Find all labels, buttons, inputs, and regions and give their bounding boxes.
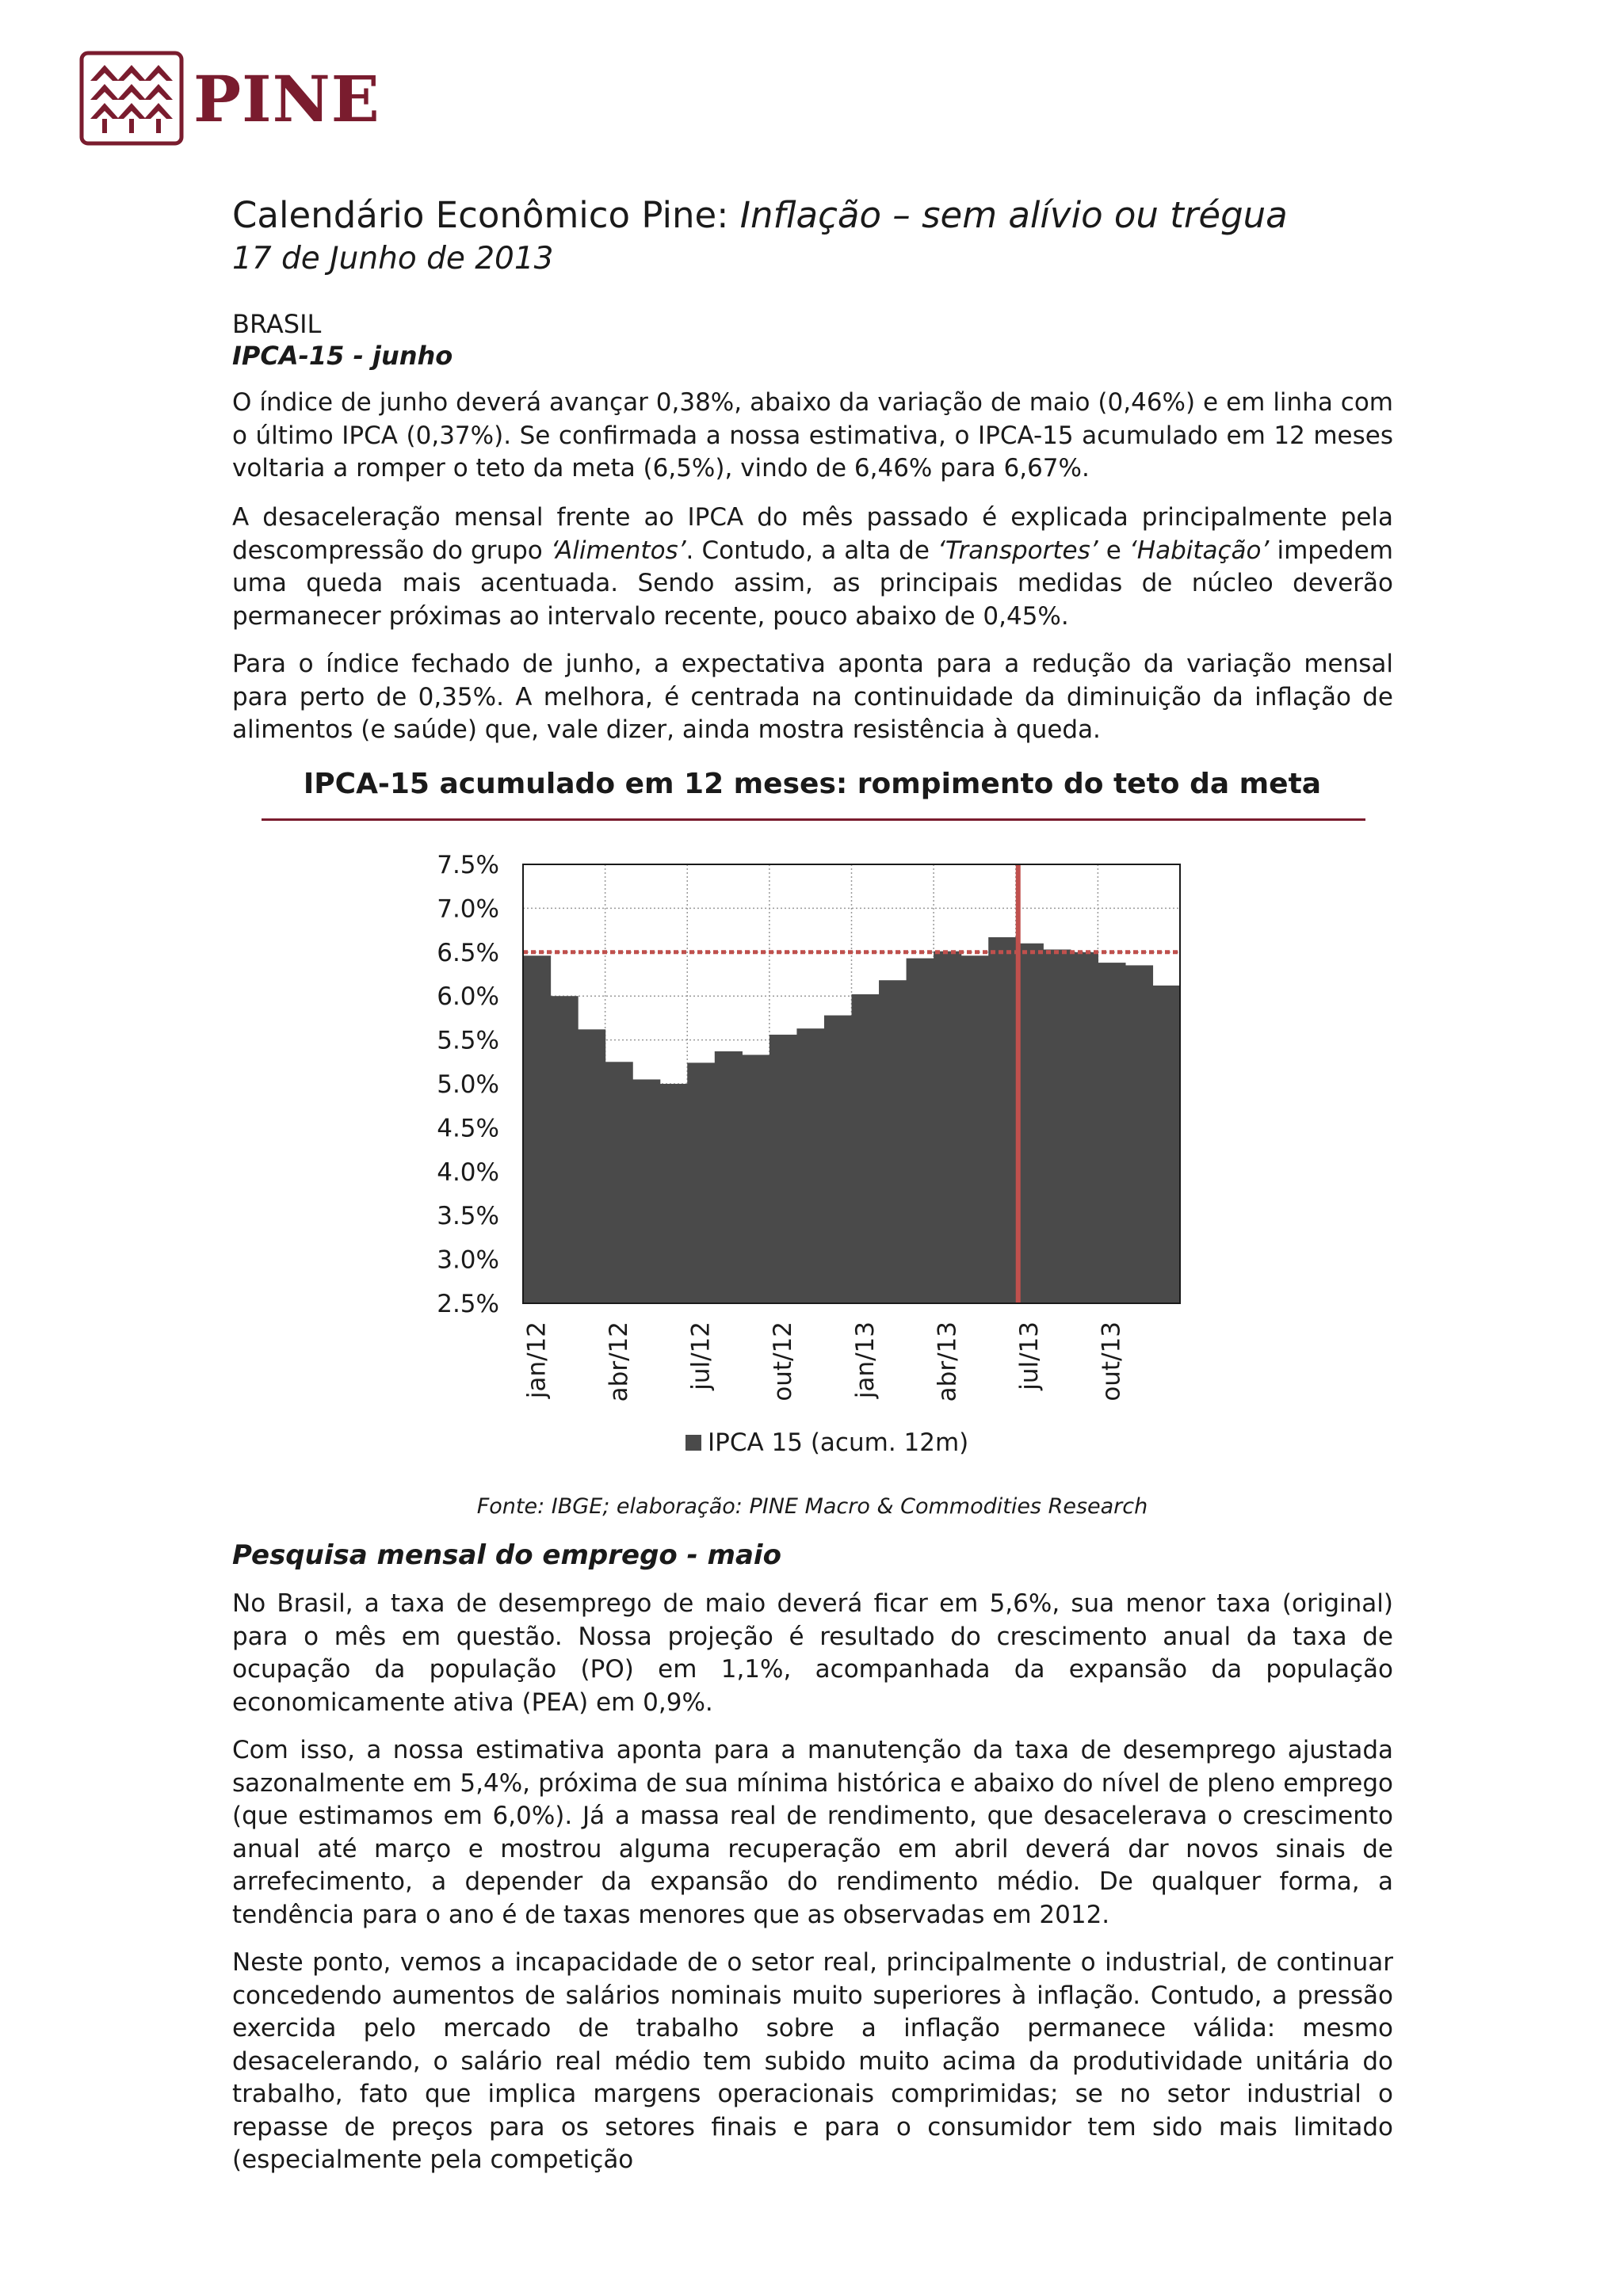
paragraph-2-part-a: A desaceleração mensal frente ao IPCA do mês passado é explicada principalmente pela descompressão do grupo xyxy=(232,503,1393,565)
y-tick-label: 7.5% xyxy=(437,851,499,879)
chart-x-ticks xyxy=(522,1322,1125,1402)
bar-dez/12 xyxy=(824,1016,852,1303)
bar-jan/13 xyxy=(852,994,880,1303)
legend-swatch xyxy=(685,1435,701,1451)
bar-fev/13 xyxy=(879,980,907,1303)
chart-title: IPCA-15 acumulado em 12 meses: rompimento do teto da meta xyxy=(303,768,1322,800)
bar-out/12 xyxy=(769,1035,797,1303)
x-tick-label: jan/13 xyxy=(850,1322,880,1399)
paragraph-3: Para o índice fechado de junho, a expectativa aponta para a redução da variação mensal para perto de 0,35%. A melhora, é centrada na continuidade da diminuição da inflação de alimentos (e saúde) que, vale dizer, ainda mostra resistência à queda. xyxy=(232,650,1393,744)
chart-source: Fonte: IBGE; elaboração: PINE Macro & Commodities Research xyxy=(476,1494,1148,1519)
y-tick-label: 7.0% xyxy=(437,894,499,924)
legend-label: IPCA 15 (acum. 12m) xyxy=(708,1428,969,1457)
bar-jun/13 xyxy=(988,937,1016,1303)
bar-fev/12 xyxy=(551,996,579,1303)
bar-abr/12 xyxy=(605,1062,633,1303)
bar-nov/13 xyxy=(1125,965,1153,1303)
paragraph-4: No Brasil, a taxa de desemprego de maio deverá ficar em 5,6%, sua menor taxa (original) para o mês em questão. Nossa projeção é resultado do crescimento anual da taxa de ocupação da população (PO) em 1,1%, acompanhada da expansão da população economicamente ativa (PEA) em 0,9%. xyxy=(232,1589,1393,1717)
term-alimentos: ‘Alimentos’ xyxy=(550,536,686,565)
bar-jan/12 xyxy=(523,955,551,1303)
y-tick-label: 2.5% xyxy=(437,1290,499,1318)
section-country: BRASIL xyxy=(232,309,322,339)
bar-out/13 xyxy=(1098,963,1125,1303)
page-date: 17 de Junho de 2013 xyxy=(232,241,554,277)
title-italic: Inflação – sem alívio ou trégua xyxy=(739,194,1288,236)
bar-abr/13 xyxy=(934,952,961,1303)
x-tick-label: abr/12 xyxy=(604,1322,633,1402)
term-transportes: ‘Transportes’ xyxy=(938,536,1098,565)
bar-mai/13 xyxy=(961,955,989,1303)
y-tick-label: 5.0% xyxy=(437,1070,499,1099)
bar-set/12 xyxy=(742,1055,769,1303)
chart-legend xyxy=(685,1428,968,1457)
bar-nov/12 xyxy=(796,1028,824,1303)
bar-set/13 xyxy=(1071,952,1098,1303)
paragraph-6: Neste ponto, vemos a incapacidade de o setor real, principalmente o industrial, de continuar concedendo aumentos de salários nominais muito superiores à inflação. Contudo, a pressão exercida pelo mercado de trabalho sobre a inflação permanece válida: mesmo desacelerando, o salário real médio tem subido muito acima da produtividade unitária do trabalho, fato que implica margens operacionais comprimidas; se no setor industrial o repasse de preços para os setores finais e para o consumidor tem sido mais limitado (especialmente pela competição xyxy=(232,1948,1393,2174)
bar-mar/13 xyxy=(907,959,934,1303)
section-2-title: Pesquisa mensal do emprego - maio xyxy=(232,1539,781,1571)
x-tick-label: jan/12 xyxy=(522,1322,552,1399)
section-subtitle: IPCA-15 - junho xyxy=(232,341,453,371)
paragraph-1: O índice de junho deverá avançar 0,38%, abaixo da variação de maio (0,46%) e em linha com o último IPCA (0,37%). Se confirmada a nossa estimativa, o IPCA-15 acumulado em 12 meses voltaria a romper o teto da meta (6,5%), vindo de 6,46% para 6,67%. xyxy=(232,388,1393,482)
bar-mar/12 xyxy=(578,1029,605,1303)
y-tick-label: 4.0% xyxy=(437,1158,499,1187)
bar-ago/12 xyxy=(715,1051,743,1303)
y-tick-label: 3.5% xyxy=(437,1202,499,1231)
x-tick-label: abr/13 xyxy=(933,1322,962,1402)
y-tick-label: 6.5% xyxy=(437,938,499,967)
paragraph-5: Com isso, a nossa estimativa aponta para a manutenção da taxa de desemprego ajustada sazonalmente em 5,4%, próxima de sua mínima histórica e abaixo do nível de pleno emprego (que estimamos em 6,0%). Já a massa real de rendimento, que desacelerava o crescimento anual até março e mostrou alguma recuperação em abril deverá dar novos sinais de arrefecimento, a depender da expansão do rendimento médio. De qualquer forma, a tendência para o ano é de taxas menores que as observadas em 2012. xyxy=(232,1736,1393,1929)
title-main: Calendário Econômico Pine: xyxy=(232,194,729,236)
x-tick-label: jul/13 xyxy=(1015,1322,1044,1390)
pine-logo-text: PINE xyxy=(193,62,380,136)
x-tick-label: out/12 xyxy=(769,1322,798,1402)
x-tick-label: out/13 xyxy=(1097,1322,1126,1402)
paragraph-2-part-d: impedem uma queda mais acentuada. Sendo assim, as principais medidas de núcleo deverão permanecer próximas ao intervalo recente, pouco abaixo de 0,45%. xyxy=(232,536,1393,631)
paragraph-2-part-c: e xyxy=(1098,536,1129,565)
y-tick-label: 5.5% xyxy=(437,1026,499,1055)
paragraph-2-part-b: . Contudo, a alta de xyxy=(685,536,938,565)
bar-jun/12 xyxy=(660,1084,688,1303)
bar-ago/13 xyxy=(1043,949,1071,1303)
y-tick-label: 4.5% xyxy=(437,1114,499,1143)
bar-jul/12 xyxy=(687,1062,715,1303)
y-tick-label: 3.0% xyxy=(437,1245,499,1275)
term-habitacao: ‘Habitação’ xyxy=(1128,536,1270,565)
chart-y-ticks xyxy=(437,851,499,1318)
bar-mai/12 xyxy=(632,1079,660,1303)
bar-dez/13 xyxy=(1152,986,1180,1303)
x-tick-label: jul/12 xyxy=(686,1322,716,1390)
y-tick-label: 6.0% xyxy=(437,982,499,1012)
